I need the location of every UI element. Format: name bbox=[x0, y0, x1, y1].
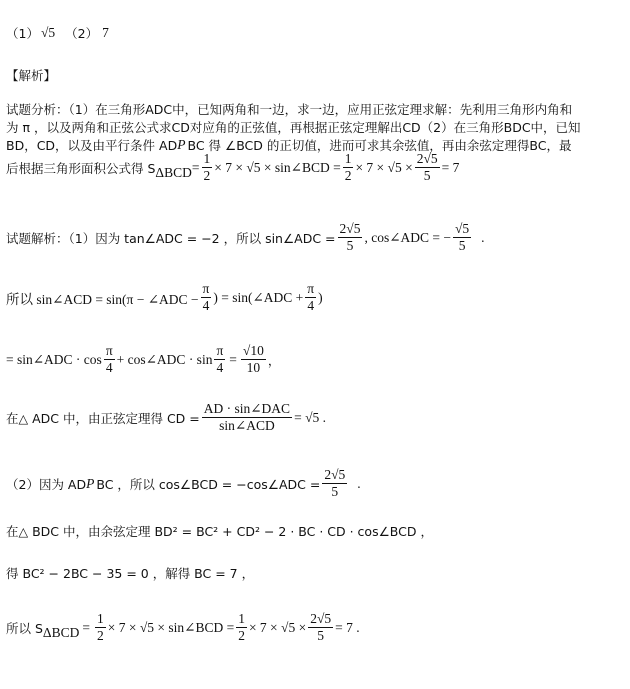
fraction-pi-over-4 bbox=[214, 344, 225, 375]
solution-line-1c: . bbox=[481, 229, 485, 245]
fraction-numerator: 2√5 bbox=[415, 152, 440, 168]
parallel-symbol: P bbox=[177, 137, 186, 152]
fraction-numerator: π bbox=[104, 344, 115, 360]
fraction-2rt5-over-5 bbox=[338, 222, 363, 253]
fraction-numerator: AD · sin∠DAC bbox=[202, 402, 292, 418]
solution-line-2b: ) = sin(∠ADC + bbox=[213, 289, 304, 305]
analysis-area-prefix: 后根据三角形面积公式得 S bbox=[6, 160, 156, 176]
fraction-rt10-over-10 bbox=[241, 344, 266, 375]
solution-line-2 bbox=[6, 282, 323, 313]
answer-part1-label: （1） bbox=[6, 26, 39, 41]
fraction-denominator: 2 bbox=[203, 168, 211, 184]
solution-line-3c: = bbox=[229, 351, 237, 367]
fraction-numerator: π bbox=[214, 344, 225, 360]
fraction-half bbox=[343, 152, 354, 183]
solution-line-1 bbox=[6, 222, 485, 253]
solution-area-subscript: ΔBCD bbox=[42, 624, 80, 640]
fraction-half bbox=[95, 612, 106, 643]
analysis-line-3a: BD，CD，以及由平行条件 AD bbox=[6, 138, 178, 153]
solution-line-3a: = sin∠ADC · cos bbox=[6, 351, 102, 367]
fraction-denominator: 2 bbox=[344, 168, 352, 184]
solution-line-4b: = √5 . bbox=[294, 409, 326, 425]
fraction-denominator: 2 bbox=[97, 628, 104, 644]
fraction-numerator: 1 bbox=[202, 152, 213, 168]
fraction-denominator: 5 bbox=[317, 628, 325, 644]
fraction-denominator: 5 bbox=[423, 168, 431, 184]
fraction-numerator: π bbox=[305, 282, 316, 298]
analysis-line-2: 为 π ，以及两角和正弦公式求CD对应角的正弦值，再根据正弦定理解出CD（2）在三角形BDC中，已知 bbox=[6, 120, 581, 135]
fraction-law-of-sines bbox=[202, 402, 292, 433]
solution-line-4 bbox=[6, 402, 326, 433]
solution-area-prefix: 所以 S bbox=[6, 620, 43, 636]
fraction-numerator: 1 bbox=[95, 612, 106, 628]
fraction-denominator: 4 bbox=[307, 298, 315, 314]
solution-area-expr1: × 7 × √5 × sin∠BCD = bbox=[107, 619, 235, 635]
analysis-line-4 bbox=[6, 152, 459, 183]
fraction-numerator: 1 bbox=[236, 612, 247, 628]
solution-line-5b: BC ，所以 cos∠BCD = −cos∠ADC = bbox=[96, 476, 321, 492]
fraction-2rt5-over-5 bbox=[322, 468, 347, 499]
fraction-numerator: 2√5 bbox=[322, 468, 347, 484]
solution-line-5c: . bbox=[357, 475, 361, 491]
fraction-numerator: 2√5 bbox=[308, 612, 333, 628]
analysis-line-3b: BC 得 ∠BCD 的正切值，进而可求其余弦值，再由余弦定理得BC，最 bbox=[187, 138, 572, 153]
solution-area-result: = 7 . bbox=[335, 619, 360, 635]
analysis-area-subscript: ΔBCD bbox=[155, 164, 192, 180]
solution-line-3b: + cos∠ADC · sin bbox=[116, 351, 213, 367]
analysis-area-result: = 7 bbox=[441, 159, 460, 175]
fraction-denominator: 4 bbox=[216, 360, 224, 376]
solution-line-4a: 在△ ADC 中，由正弦定理得 CD = bbox=[6, 410, 200, 426]
fraction-pi-over-4 bbox=[104, 344, 115, 375]
solution-line-6: 在△ BDC 中，由余弦定理 BD² = BC² + CD² − 2 · BC · CD · cos∠BCD ， bbox=[6, 524, 433, 539]
answer-part2-value: 7 bbox=[102, 25, 109, 40]
solution-line-1b: , cos∠ADC = − bbox=[364, 229, 451, 245]
fraction-2rt5-over-5 bbox=[308, 612, 333, 643]
solution-line-3 bbox=[6, 344, 280, 375]
fraction-pi-over-4 bbox=[305, 282, 316, 313]
fraction-numerator: √5 bbox=[453, 222, 471, 238]
solution-line-1a: 试题解析：（1）因为 tan∠ADC = −2 ，所以 sin∠ADC = bbox=[6, 230, 336, 246]
analysis-line-1: 试题分析：（1）在三角形ADC中，已知两角和一边，求一边，应用正弦定理求解：先利用三角形内角和 bbox=[6, 102, 573, 117]
analysis-area-expr2: × 7 × √5 × bbox=[355, 159, 413, 175]
solution-line-5 bbox=[6, 468, 361, 499]
solution-area-expr2: × 7 × √5 × bbox=[248, 619, 307, 635]
fraction-half bbox=[202, 152, 213, 183]
solution-line-7: 得 BC² − 2BC − 35 = 0 ，解得 BC = 7 ， bbox=[6, 566, 255, 581]
analysis-heading: 【解析】 bbox=[6, 68, 57, 83]
fraction-denominator: 10 bbox=[246, 360, 261, 376]
fraction-denominator: 5 bbox=[458, 238, 466, 254]
solution-line-2c: ) bbox=[318, 289, 323, 305]
fraction-numerator: 1 bbox=[343, 152, 354, 168]
answer-part2-label: （2） bbox=[65, 26, 99, 41]
fraction-denominator: 5 bbox=[331, 484, 339, 500]
fraction-denominator: 4 bbox=[202, 298, 210, 314]
fraction-rt5-over-5 bbox=[453, 222, 471, 253]
fraction-pi-over-4 bbox=[201, 282, 212, 313]
fraction-denominator: 2 bbox=[238, 628, 245, 644]
answer-part1-value: √5 bbox=[40, 25, 56, 40]
fraction-denominator: sin∠ACD bbox=[219, 418, 275, 434]
answer-line bbox=[6, 24, 109, 42]
analysis-area-eq: = bbox=[191, 159, 200, 175]
solution-line-3d: ， bbox=[267, 352, 281, 368]
fraction-2rt5-over-5 bbox=[415, 152, 440, 183]
fraction-numerator: √10 bbox=[241, 344, 266, 360]
analysis-area-expr1: × 7 × √5 × sin∠BCD = bbox=[214, 159, 341, 175]
parallel-symbol: P bbox=[86, 475, 95, 491]
solution-line-8 bbox=[6, 612, 360, 643]
fraction-numerator: 2√5 bbox=[338, 222, 363, 238]
solution-line-5a: （2）因为 AD bbox=[6, 476, 87, 492]
fraction-numerator: π bbox=[201, 282, 212, 298]
fraction-denominator: 5 bbox=[346, 238, 354, 254]
fraction-denominator: 4 bbox=[105, 360, 113, 376]
fraction-half bbox=[236, 612, 247, 643]
solution-area-eq: = bbox=[82, 619, 90, 635]
solution-line-2a: 所以 sin∠ACD = sin(π − ∠ADC − bbox=[6, 291, 199, 307]
